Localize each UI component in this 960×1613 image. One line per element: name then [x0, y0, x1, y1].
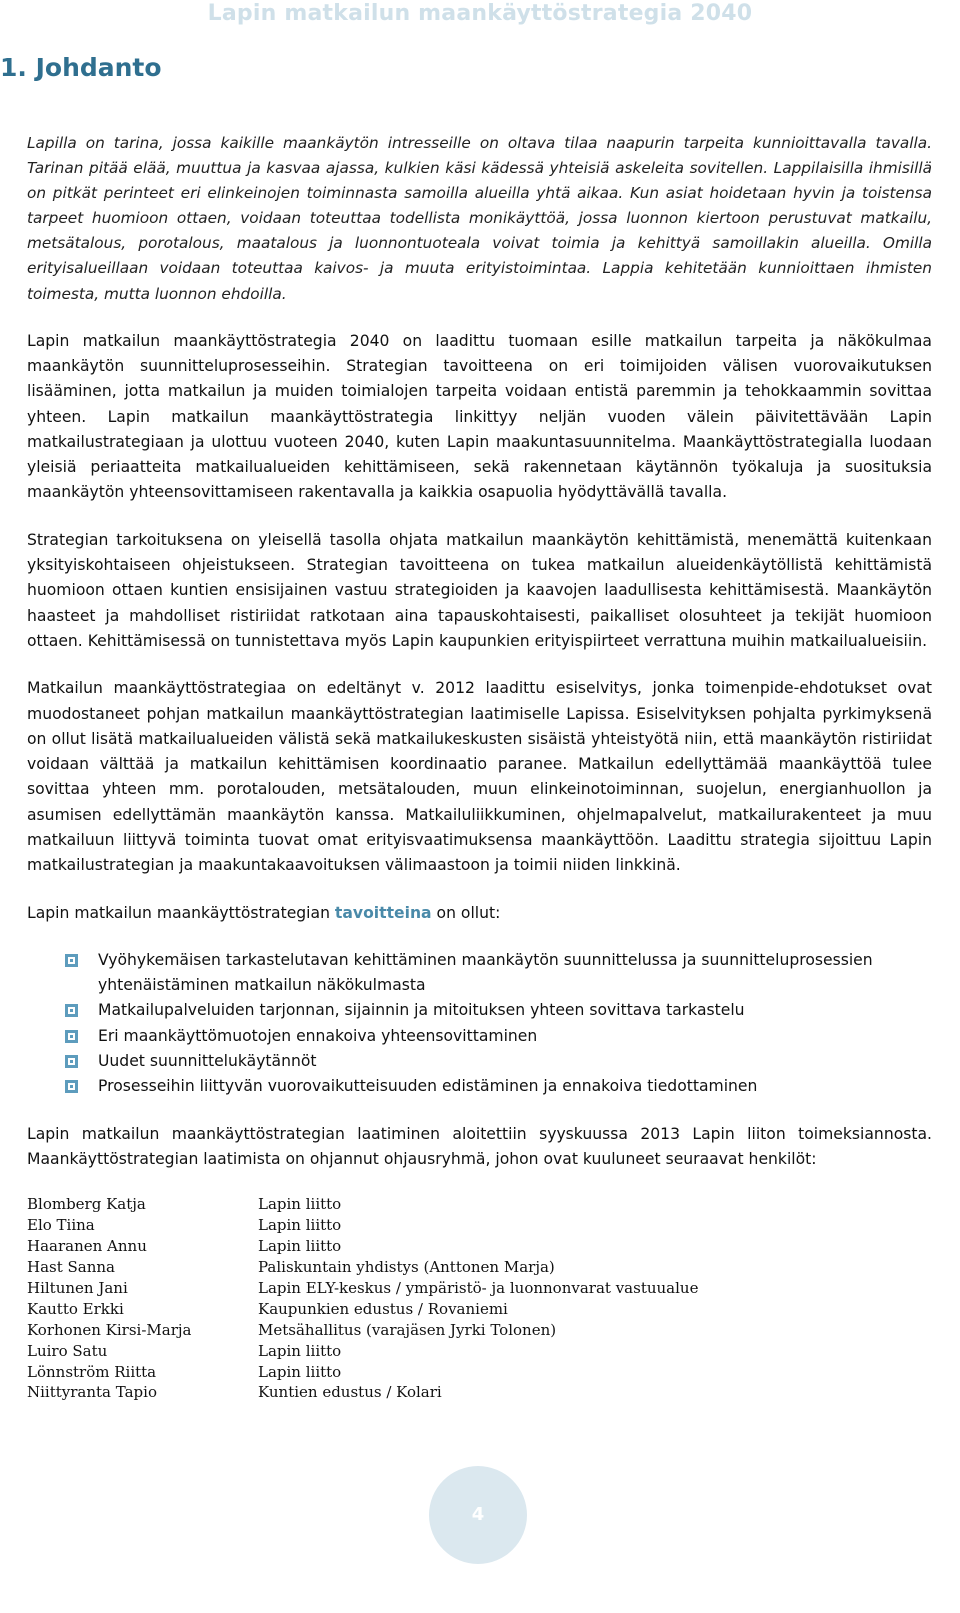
member-organisation: Paliskuntain yhdistys (Anttonen Marja) [258, 1257, 555, 1276]
member-row [27, 1236, 932, 1257]
member-row [27, 1299, 932, 1320]
list-item [27, 1049, 932, 1074]
list-item [27, 948, 932, 999]
intro-paragraph: Lapilla on tarina, jossa kaikille maankäytön intresseille on oltava tilaa naapurin tarpeita kunnioittavalla tavalla. Tarinan pitää elää, muuttua ja kasvaa ajassa, kulkien käsi kädessä yhteisiä askeleita sovitellen. Lappilaisilla ihmisillä on pitkät perinteet eri elinkeinojen toiminnasta samoilla alueilla yhtä aikaa. Kun asiat hoidetaan hyvin ja toistensa tarpeet huomioon ottaen, voidaan toteuttaa todellista monikäyttöä, jossa luonnon kiertoon perustuvat matkailu, metsätalous, porotalous, maatalous ja luonnontuoteala voivat toimia ja kehittyä samoillakin alueilla. Omilla erityisalueillaan voidaan toteuttaa kaivos- ja muuta erityistoimintaa. Lappia kehitetään kunnioittaen ihmisten toimesta, mutta luonnon ehdoilla. [27, 134, 932, 303]
goals-lead-suffix: on ollut: [431, 903, 501, 922]
member-row [27, 1194, 932, 1215]
list-item [27, 1074, 932, 1099]
goals-list [27, 948, 932, 1100]
list-item-text: Vyöhykemäisen tarkastelutavan kehittäminen maankäytön suunnittelussa ja suunnitteluprosessien yhtenäistäminen matkailun näkökulmasta [98, 950, 873, 995]
member-organisation: Kaupunkien edustus / Rovaniemi [258, 1299, 508, 1318]
square-bullet-icon [65, 1080, 78, 1093]
list-item-text: Eri maankäyttömuotojen ennakoiva yhteensovittaminen [98, 1026, 538, 1045]
square-bullet-icon [65, 1004, 78, 1017]
member-row [27, 1215, 932, 1236]
member-name: Kautto Erkki [27, 1299, 124, 1318]
list-item-text: Uudet suunnittelukäytännöt [98, 1052, 317, 1071]
member-organisation: Lapin liitto [258, 1341, 342, 1360]
member-row [27, 1320, 932, 1341]
list-item [27, 998, 932, 1023]
member-name: Elo Tiina [27, 1216, 95, 1235]
member-organisation: Lapin liitto [258, 1362, 342, 1381]
steering-group-paragraph: Lapin matkailun maankäyttöstrategian laatiminen aloitettiin syyskuussa 2013 Lapin liiton toimeksiannosta. Maankäyttöstrategian laatimista on ohjannut ohjausryhmä, johon ovat kuuluneet seuraavat henkilöt: [27, 1124, 932, 1168]
steering-group-members [27, 1194, 932, 1403]
goals-lead-highlight: tavoitteina [334, 903, 432, 922]
body-paragraph: Strategian tarkoituksena on yleisellä tasolla ohjata matkailun maankäytön kehittämistä, menemättä kuitenkaan yksityiskohtaiseen ohjeistukseen. Strategian tavoitteena on tukea matkailun alueidenkäytöllistä kehittämistä huomioon ottaen kuntien ensisijainen vastuu strategioiden ja kaavojen laadullisesta kehittämisestä. Maankäytön haasteet ja mahdolliset ristiriidat ratkotaan aina tapauskohtaisesti, paikalliset olosuhteet ja tekijät huomioon ottaen. Kehittämisessä on tunnistettava myös Lapin kaupunkien erityispiirteet verrattuna muihin matkailualueisiin. [27, 530, 932, 650]
page-content [27, 131, 932, 1403]
list-item-text: Prosesseihin liittyvän vuorovaikutteisuuden edistäminen ja ennakoiva tiedottaminen [98, 1077, 758, 1096]
goals-lead-prefix: Lapin matkailun maankäyttöstrategian [27, 903, 335, 922]
member-organisation: Kuntien edustus / Kolari [258, 1383, 442, 1402]
member-name: Lönnström Riitta [27, 1362, 157, 1381]
member-row [27, 1341, 932, 1362]
member-name: Luiro Satu [27, 1341, 108, 1360]
member-name: Blomberg Katja [27, 1195, 146, 1214]
square-bullet-icon [65, 954, 78, 967]
member-name: Hiltunen Jani [27, 1278, 128, 1297]
member-organisation: Lapin ELY-keskus / ympäristö- ja luonnonvarat vastuualue [258, 1278, 699, 1297]
member-name: Haaranen Annu [27, 1237, 147, 1256]
member-organisation: Lapin liitto [258, 1237, 342, 1256]
square-bullet-icon [65, 1055, 78, 1068]
document-header-title: Lapin matkailun maankäyttöstrategia 2040 [207, 1, 753, 26]
member-name: Niittyranta Tapio [27, 1383, 157, 1402]
page-number-badge: 4 [429, 1466, 527, 1564]
square-bullet-icon [65, 1030, 78, 1043]
goals-lead [27, 901, 932, 926]
body-paragraph: Lapin matkailun maankäyttöstrategia 2040 on laadittu tuomaan esille matkailun tarpeita ja näkökulmaa maankäytön suunnitteluprosesseihin. Strategian tavoitteena on eri toimijoiden välisen vuorovaikutuksen lisääminen, jotta matkailun ja muiden toimialojen tarpeita voidaan entistä paremmin ja tehokkaammin sovittaa yhteen. Lapin matkailun maankäyttöstrategia linkittyy neljän vuoden välein päivitettävään Lapin matkailustrategiaan ja ulottuu vuoteen 2040, kuten Lapin maakuntasuunnitelma. Maankäyttöstrategialla luodaan yleisiä periaatteita matkailualueiden kehittämiseen, sekä rakennetaan käytännön työkaluja ja suosituksia maankäytön yhteensovittamiseen rakentavalla ja kaikkia osapuolia hyödyttävällä tavalla. [27, 331, 932, 502]
member-name: Korhonen Kirsi-Marja [27, 1320, 192, 1339]
list-item [27, 1024, 932, 1049]
member-row [27, 1382, 932, 1403]
member-row [27, 1278, 932, 1299]
chapter-title: 1. Johdanto [0, 53, 162, 82]
member-row [27, 1257, 932, 1278]
member-row [27, 1362, 932, 1383]
list-item-text: Matkailupalveluiden tarjonnan, sijainnin ja mitoituksen yhteen sovittava tarkastelu [98, 1001, 745, 1020]
member-organisation: Lapin liitto [258, 1195, 342, 1214]
member-organisation: Metsähallitus (varajäsen Jyrki Tolonen) [258, 1320, 557, 1339]
member-organisation: Lapin liitto [258, 1216, 342, 1235]
body-paragraph: Matkailun maankäyttöstrategiaa on edeltänyt v. 2012 laadittu esiselvitys, jonka toimenpide-ehdotukset ovat muodostaneet pohjan matkailun maankäyttöstrategian laatimiselle Lapissa. Esiselvityksen pohjalta pyrkimyksenä on ollut lisätä matkailualueiden välistä sekä matkailukeskusten sisäistä yhteistyötä niin, että maankäytön ristiriidat voidaan välttää ja matkailun kehittämisen koordinaatio paranee. Matkailun edellyttämää maankäyttöä tulee sovittaa yhteen mm. porotalouden, metsätalouden, muun elinkeinotoiminnan, suojelun, energianhuollon ja asumisen edellyttämän maankäytön kanssa. Matkailuliikkuminen, ohjelmapalvelut, matkailurakenteet ja muu matkailuun liittyvä toiminta tuovat omat erityisvaatimuksensa maankäyttöön. Laadittu strategia sijoittuu Lapin matkailustrategian ja maakuntakaavoituksen välimaastoon ja toimii niiden linkkinä. [27, 679, 932, 875]
member-name: Hast Sanna [27, 1257, 116, 1276]
